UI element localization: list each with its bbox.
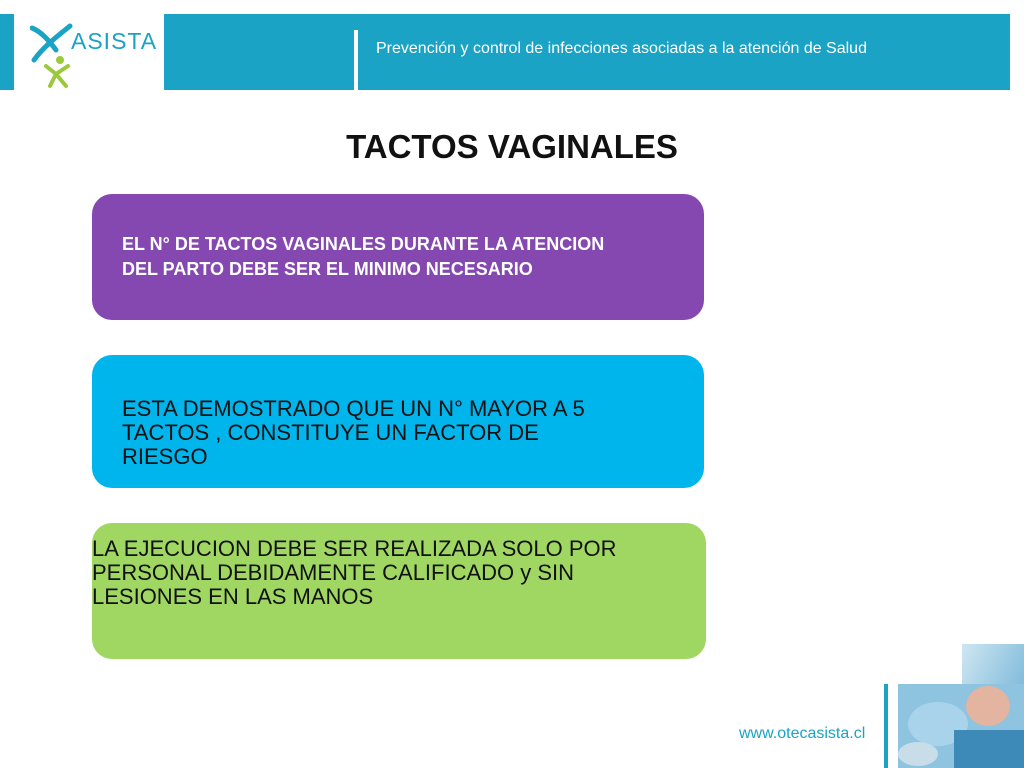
- footer-accent-bar: [884, 684, 888, 768]
- content-box-1-text: EL N° DE TACTOS VAGINALES DURANTE LA ATENCION DEL PARTO DEBE SER EL MINIMO NECESARIO: [122, 234, 605, 279]
- content-box-2-text: ESTA DEMOSTRADO QUE UN N° MAYOR A 5 TACTOS , CONSTITUYE UN FACTOR DE RIESGO: [122, 396, 585, 469]
- logo: [14, 14, 164, 90]
- slide-title: TACTOS VAGINALES: [346, 128, 678, 165]
- content-box-1: [92, 194, 704, 320]
- header-divider: [354, 30, 358, 90]
- content-box-3: [92, 523, 706, 659]
- content-box-2: [92, 355, 704, 488]
- content-box-3-text: LA EJECUCION DEBE SER REALIZADA SOLO POR PERSONAL DEBIDAMENTE CALIFICADO y SIN LESIONES EN LAS MANOS: [92, 536, 617, 609]
- logo-text: ASISTA: [71, 28, 158, 54]
- footer-url: www.otecasista.cl: [739, 725, 866, 742]
- header-tagline: Prevención y control de infecciones asociadas a la atención de Salud: [376, 40, 867, 57]
- header-accent-bar: [0, 14, 14, 90]
- medical-photo-image: [898, 644, 1024, 768]
